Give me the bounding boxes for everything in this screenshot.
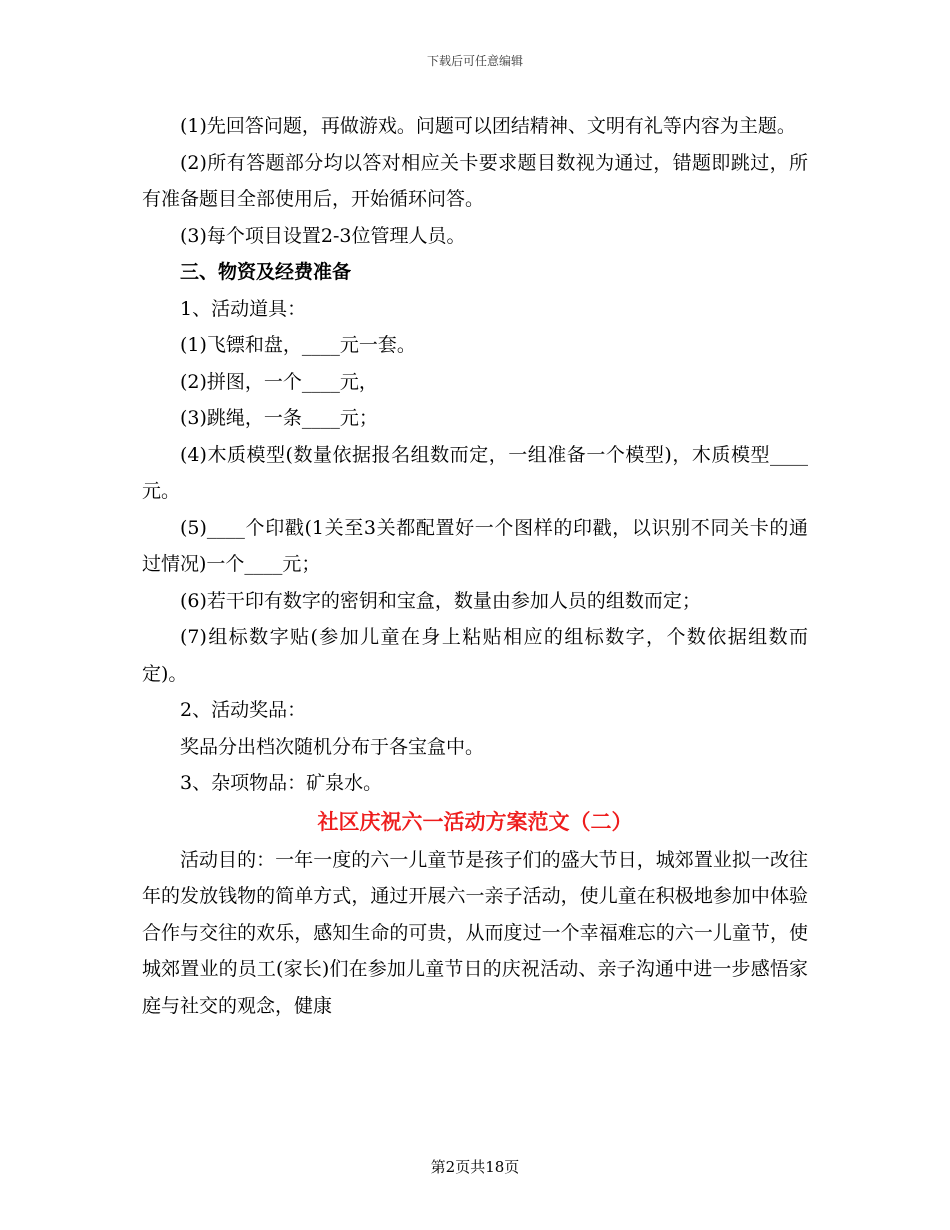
- paragraph-prizes: 奖品分出档次随机分布于各宝盒中。: [180, 735, 485, 758]
- section-title-red: 社区庆祝六一活动方案范文（二）: [317, 808, 633, 834]
- list-item-keys-boxes: (6)若干印有数字的密钥和宝盒，数量由参加人员的组数而定；: [180, 589, 701, 612]
- subheading-props: 1、活动道具：: [180, 297, 307, 320]
- list-item-stamps: (5)____个印戳(1关至3关都配置好一个图样的印戳，以识别不同关卡的通过情况)一个____元；: [142, 516, 808, 575]
- list-item-darts: (1)飞镖和盘，____元一套。: [180, 334, 416, 356]
- document-body: [142, 108, 808, 1024]
- page-header: 下载后可任意编辑: [426, 54, 523, 68]
- list-item-stickers: (7)组标数字贴(参加儿童在身上粘贴相应的组标数字，个数依据组数而定)。: [142, 626, 808, 685]
- subheading-misc: 3、杂项物品：矿泉水。: [180, 772, 383, 794]
- paragraph-answer-rules: (2)所有答题部分均以答对相应关卡要求题目数视为通过，错题即跳过，所有准备题目全部使用后，开始循环问答。: [142, 151, 808, 210]
- list-item-puzzle: (2)拼图，一个____元，: [180, 370, 378, 393]
- page-number: 第2页共18页: [430, 1158, 520, 1176]
- paragraph-staff: (3)每个项目设置2-3位管理人员。: [180, 224, 466, 247]
- paragraph-answer-first: (1)先回答问题，再做游戏。问题可以团结精神、文明有礼等内容为主题。: [180, 115, 796, 137]
- paragraph-purpose: 活动目的：一年一度的六一儿童节是孩子们的盛大节日，城郊置业拟一改往年的发放钱物的简单方式，通过开展六一亲子活动，使儿童在积极地参加中体验合作与交往的欢乐，感知生命的可贵，从而度过一个幸福难忘的六一儿童节，使城郊置业的员工(家长)们在参加儿童节日的庆祝活动、亲子沟通中进一步感悟家庭与社交的观念，健康: [142, 848, 808, 1017]
- section-heading-supplies: 三、物资及经费准备: [180, 261, 352, 283]
- list-item-rope: (3)跳绳，一条____元；: [180, 407, 378, 429]
- subheading-prizes: 2、活动奖品：: [180, 699, 307, 721]
- list-item-wood-model: (4)木质模型(数量依据报名组数而定，一组准备一个模型)，木质模型____元。: [142, 443, 808, 502]
